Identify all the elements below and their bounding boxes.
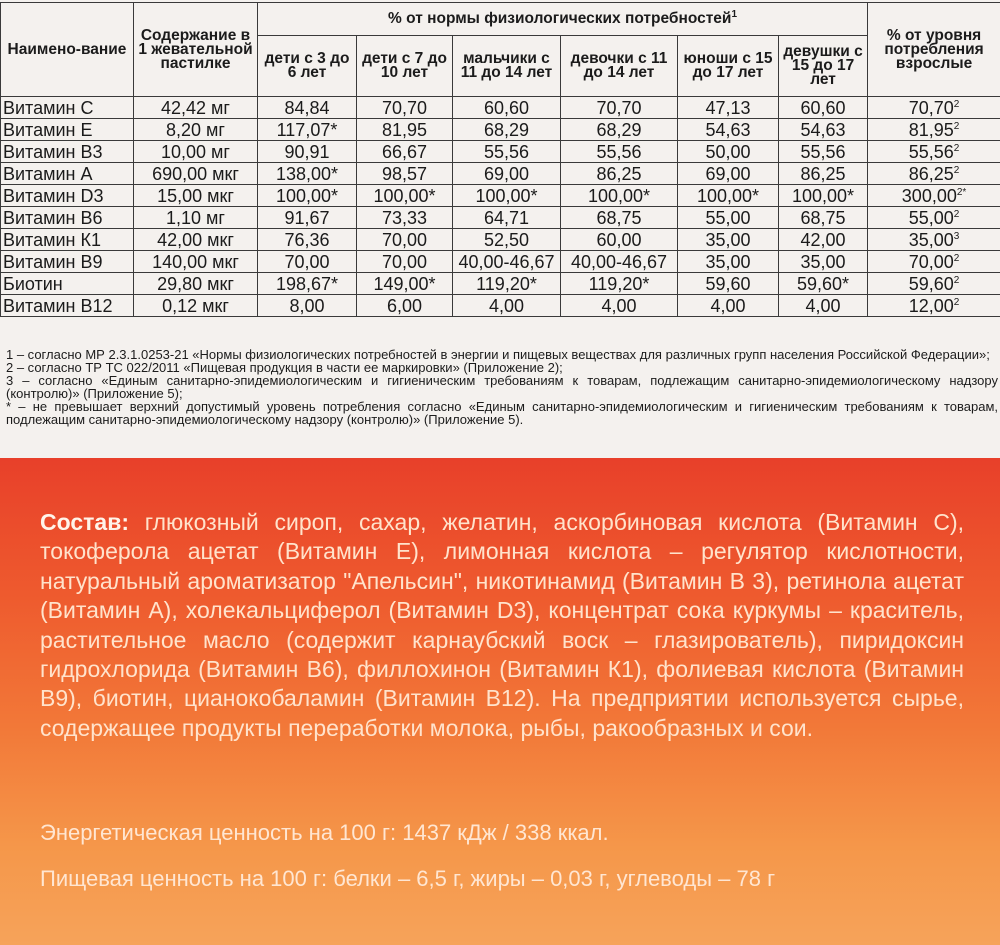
- percent-cell: 98,57: [357, 163, 453, 185]
- composition-panel: [0, 458, 1000, 945]
- footnote-2: 2 – согласно ТР ТС 022/2011 «Пищевая продукция в части ее маркировки» (Приложение 2);: [6, 360, 563, 375]
- percent-cell: 86,25: [561, 163, 678, 185]
- header-group: юноши с 15 до 17 лет: [678, 36, 779, 97]
- amount-cell: 0,12 мкг: [134, 295, 258, 317]
- table-row: [1, 207, 1000, 229]
- percent-cell: 60,60: [453, 97, 561, 119]
- percent-cell: 60,60: [779, 97, 868, 119]
- percent-cell: 100,00*: [779, 185, 868, 207]
- percent-cell: 149,00*: [357, 273, 453, 295]
- amount-cell: 15,00 мкг: [134, 185, 258, 207]
- header-group: дети с 3 до 6 лет: [258, 36, 357, 97]
- adult-cell: 70,70$^2$: [868, 97, 1000, 119]
- table-row: [1, 97, 1000, 119]
- percent-cell: 86,25: [779, 163, 868, 185]
- percent-cell: 119,20*: [453, 273, 561, 295]
- amount-cell: 10,00 мг: [134, 141, 258, 163]
- percent-cell: 8,00: [258, 295, 357, 317]
- percent-cell: 60,00: [561, 229, 678, 251]
- percent-cell: 55,00: [678, 207, 779, 229]
- percent-cell: 198,67*: [258, 273, 357, 295]
- percent-cell: 100,00*: [357, 185, 453, 207]
- percent-cell: 81,95: [357, 119, 453, 141]
- percent-cell: 69,00: [678, 163, 779, 185]
- footnotes: [6, 348, 998, 426]
- percent-cell: 55,56: [453, 141, 561, 163]
- percent-cell: 64,71: [453, 207, 561, 229]
- vitamin-name: Витамин Е: [1, 119, 134, 141]
- amount-cell: 1,10 мг: [134, 207, 258, 229]
- adult-cell: 55,00$^2$: [868, 207, 1000, 229]
- composition-text: глюкозный сироп, сахар, желатин, аскорбиновая кислота (Витамин С), токоферола ацетат (Витамин Е), лимонная кислота – регулятор кислотности, натуральный ароматизатор "Апельсин", никотинамид (Витамин В 3), ретинола ацетат (Витамин А), холекальциферол (Витамин D3), концентрат сока куркумы – краситель, растительное масло (содержит карнаубский воск – глазирователь), пиридоксин гидрохлорида (Витамин В6), филлохинон (Витамин К1), фолиевая кислота (Витамин В9), биотин, цианокобаламин (Витамин В12). На предприятии используется сырье, содержащее продукты переработки молока, рыбы, ракообразных и сои.: [40, 509, 965, 741]
- table-row: [1, 119, 1000, 141]
- amount-cell: 690,00 мкг: [134, 163, 258, 185]
- percent-cell: 91,67: [258, 207, 357, 229]
- vitamin-table-panel: [0, 0, 1000, 458]
- percent-cell: 4,00: [453, 295, 561, 317]
- header-group: мальчики с 11 до 14 лет: [453, 36, 561, 97]
- table-row: [1, 185, 1000, 207]
- percent-cell: 70,00: [357, 251, 453, 273]
- percent-cell: 4,00: [678, 295, 779, 317]
- percent-cell: 40,00-46,67: [453, 251, 561, 273]
- percent-cell: 59,60: [678, 273, 779, 295]
- nutrition-value: Пищевая ценность на 100 г: белки – 6,5 г, жиры – 0,03 г, углеводы – 78 г: [40, 866, 776, 891]
- header-group: девушки с 15 до 17 лет: [779, 36, 868, 97]
- percent-cell: 90,91: [258, 141, 357, 163]
- table-row: [1, 295, 1000, 317]
- percent-cell: 138,00*: [258, 163, 357, 185]
- percent-cell: 50,00: [678, 141, 779, 163]
- header-adult: % от уровня потребления взрослые: [868, 3, 1000, 97]
- header-group: девочки с 11 до 14 лет: [561, 36, 678, 97]
- percent-cell: 84,84: [258, 97, 357, 119]
- percent-cell: 73,33: [357, 207, 453, 229]
- percent-cell: 52,50: [453, 229, 561, 251]
- table-row: [1, 229, 1000, 251]
- percent-cell: 68,29: [453, 119, 561, 141]
- percent-cell: 4,00: [779, 295, 868, 317]
- percent-cell: 70,00: [357, 229, 453, 251]
- table-row: [1, 141, 1000, 163]
- percent-cell: 42,00: [779, 229, 868, 251]
- percent-cell: 100,00*: [678, 185, 779, 207]
- adult-cell: 12,00$^2$: [868, 295, 1000, 317]
- percent-cell: 35,00: [678, 229, 779, 251]
- footnote-3: 3 – согласно «Единым санитарно-эпидемиологическим и гигиеническим требованиям к товарам, подлежащим санитарно-эпидемиологическому надзору (контролю)» (Приложение 5);: [6, 373, 998, 401]
- percent-cell: 47,13: [678, 97, 779, 119]
- amount-cell: 29,80 мкг: [134, 273, 258, 295]
- adult-cell: 70,00$^2$: [868, 251, 1000, 273]
- percent-cell: 69,00: [453, 163, 561, 185]
- vitamin-name: Витамин А: [1, 163, 134, 185]
- percent-cell: 35,00: [779, 251, 868, 273]
- percent-cell: 6,00: [357, 295, 453, 317]
- percent-cell: 54,63: [678, 119, 779, 141]
- percent-cell: 100,00*: [258, 185, 357, 207]
- percent-cell: 117,07*: [258, 119, 357, 141]
- percent-cell: 59,60*: [779, 273, 868, 295]
- percent-cell: 70,00: [258, 251, 357, 273]
- composition: [40, 508, 964, 743]
- percent-cell: 70,70: [357, 97, 453, 119]
- percent-cell: 68,29: [561, 119, 678, 141]
- percent-cell: 100,00*: [453, 185, 561, 207]
- vitamin-name: Витамин К1: [1, 229, 134, 251]
- vitamin-name: Витамин D3: [1, 185, 134, 207]
- composition-label: Состав:: [40, 509, 130, 535]
- adult-cell: 86,25$^2$: [868, 163, 1000, 185]
- adult-cell: 59,60$^2$: [868, 273, 1000, 295]
- adult-cell: $300,00^{2*}$: [868, 185, 1000, 207]
- amount-cell: 42,42 мг: [134, 97, 258, 119]
- vitamin-name: Витамин В6: [1, 207, 134, 229]
- adult-cell: 55,56$^2$: [868, 141, 1000, 163]
- percent-cell: 68,75: [779, 207, 868, 229]
- percent-cell: 100,00*: [561, 185, 678, 207]
- footnote-4: * – не превышает верхний допустимый уровень потребления согласно «Единым санитарно-эпидемиологическим и гигиеническим требованиям к товарам, подлежащим санитарно-эпидемиологическому надзору (контролю)» (Приложение 5).: [6, 399, 998, 427]
- footnote-1: 1 – согласно МР 2.3.1.0253-21 «Нормы физиологических потребностей в энергии и пищевых веществах для различных групп населения Российской Федерации»;: [6, 347, 990, 362]
- vitamin-name: Биотин: [1, 273, 134, 295]
- table-row: [1, 163, 1000, 185]
- percent-cell: 35,00: [678, 251, 779, 273]
- percent-cell: 68,75: [561, 207, 678, 229]
- percent-cell: 55,56: [561, 141, 678, 163]
- adult-cell: 35,00$^3$: [868, 229, 1000, 251]
- percent-cell: 119,20*: [561, 273, 678, 295]
- amount-cell: 8,20 мг: [134, 119, 258, 141]
- percent-cell: 54,63: [779, 119, 868, 141]
- percent-cell: 40,00-46,67: [561, 251, 678, 273]
- percent-cell: 70,70: [561, 97, 678, 119]
- percent-cell: 66,67: [357, 141, 453, 163]
- vitamin-name: Витамин В12: [1, 295, 134, 317]
- vitamin-name: Витамин С: [1, 97, 134, 119]
- amount-cell: 42,00 мкг: [134, 229, 258, 251]
- vitamin-table: [0, 2, 1000, 317]
- vitamin-name: Витамин В9: [1, 251, 134, 273]
- amount-cell: 140,00 мкг: [134, 251, 258, 273]
- percent-cell: 55,56: [779, 141, 868, 163]
- energy-value: Энергетическая ценность на 100 г: 1437 кДж / 338 ккал.: [40, 820, 609, 845]
- header-name: Наимено-вание: [1, 3, 134, 97]
- header-group: дети с 7 до 10 лет: [357, 36, 453, 97]
- adult-cell: 81,95$^2$: [868, 119, 1000, 141]
- percent-cell: 76,36: [258, 229, 357, 251]
- table-row: [1, 273, 1000, 295]
- percent-cell: 4,00: [561, 295, 678, 317]
- vitamin-name: Витамин В3: [1, 141, 134, 163]
- header-percent: % от нормы физиологических потребностей$^1$: [258, 3, 868, 36]
- header-content: Содержание в 1 жевательной пастилке: [134, 3, 258, 97]
- table-row: [1, 251, 1000, 273]
